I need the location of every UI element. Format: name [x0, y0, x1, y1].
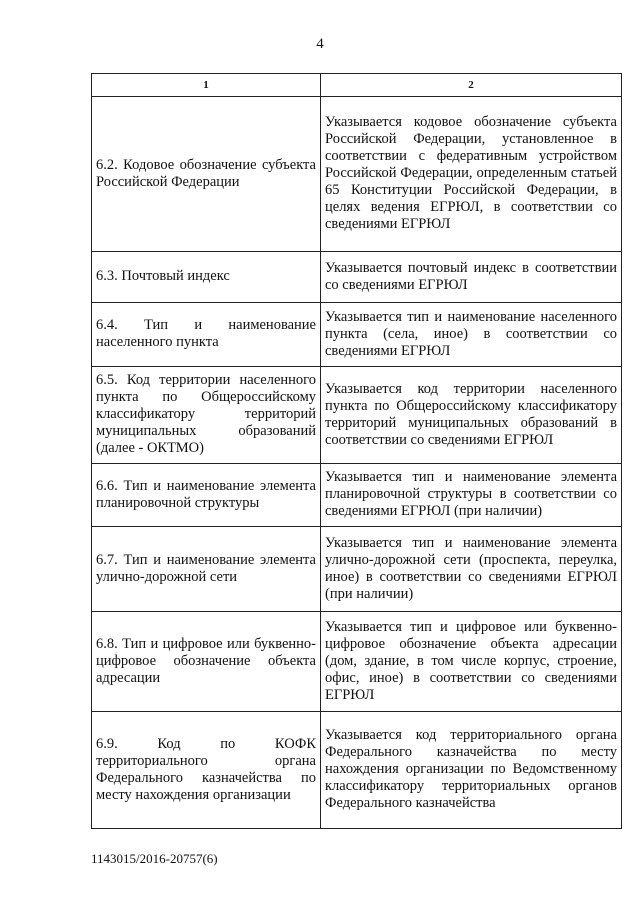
table-row — [92, 252, 622, 303]
table-row — [92, 367, 622, 464]
table-row — [92, 712, 622, 829]
table-row — [92, 97, 622, 252]
row-6-7-description: Указывается тип и наименование элемента улично-дорожной сети (проспекта, переулка, иное) в соответствии со сведениями ЕГРЮЛ (при наличии) — [321, 527, 622, 612]
row-6-2-name: 6.2. Кодовое обозначение субъекта Российской Федерации — [92, 97, 321, 252]
row-6-5-name: 6.5. Код территории населенного пункта по Общероссийскому классификатору территорий муниципальных образований (далее - ОКТМО) — [92, 367, 321, 464]
column-header-2: 2 — [321, 74, 622, 97]
row-6-4-description: Указывается тип и наименование населенного пункта (села, иное) в соответствии со сведениями ЕГРЮЛ — [321, 303, 622, 367]
row-6-3-description: Указывается почтовый индекс в соответствии со сведениями ЕГРЮЛ — [321, 252, 622, 303]
row-6-6-name: 6.6. Тип и наименование элемента планировочной структуры — [92, 464, 321, 527]
row-6-5-description: Указывается код территории населенного пункта по Общероссийскому классификатору территорий муниципальных образований в соответствии со сведениями ЕГРЮЛ — [321, 367, 622, 464]
table-row — [92, 464, 622, 527]
row-6-8-description: Указывается тип и цифровое или буквенно-цифровое обозначение объекта адресации (дом, здание, в том числе корпус, строение, офис, иное) в соответствии со сведениями ЕГРЮЛ — [321, 612, 622, 712]
document-reference-footer: 1143015/2016-20757(6) — [91, 851, 218, 866]
row-6-7-name: 6.7. Тип и наименование элемента улично-дорожной сети — [92, 527, 321, 612]
row-6-6-description: Указывается тип и наименование элемента планировочной структуры в соответствии со сведениями ЕГРЮЛ (при наличии) — [321, 464, 622, 527]
requisites-table — [91, 73, 622, 829]
row-6-9-name: 6.9. Код по КОФК территориального органа Федерального казначейства по месту нахождения организации — [92, 712, 321, 829]
table-row — [92, 527, 622, 612]
page-number: 4 — [316, 36, 324, 52]
row-6-4-name: 6.4. Тип и наименование населенного пункта — [92, 303, 321, 367]
row-6-8-name: 6.8. Тип и цифровое или буквенно-цифровое обозначение объекта адресации — [92, 612, 321, 712]
row-6-9-description: Указывается код территориального органа Федерального казначейства по месту нахождения организации по Ведомственному классификатору территориальных органов Федерального казначейства — [321, 712, 622, 829]
column-header-1: 1 — [92, 74, 321, 97]
table-row — [92, 612, 622, 712]
table-row — [92, 303, 622, 367]
row-6-2-description: Указывается кодовое обозначение субъекта Российской Федерации, установленное в соответствии с федеративным устройством Российской Федерации, определенным статьей 65 Конституции Российской Федерации, в целях ведения ЕГРЮЛ, в соответствии со сведениями ЕГРЮЛ — [321, 97, 622, 252]
row-6-3-name: 6.3. Почтовый индекс — [92, 252, 321, 303]
table-header-row — [92, 74, 622, 97]
